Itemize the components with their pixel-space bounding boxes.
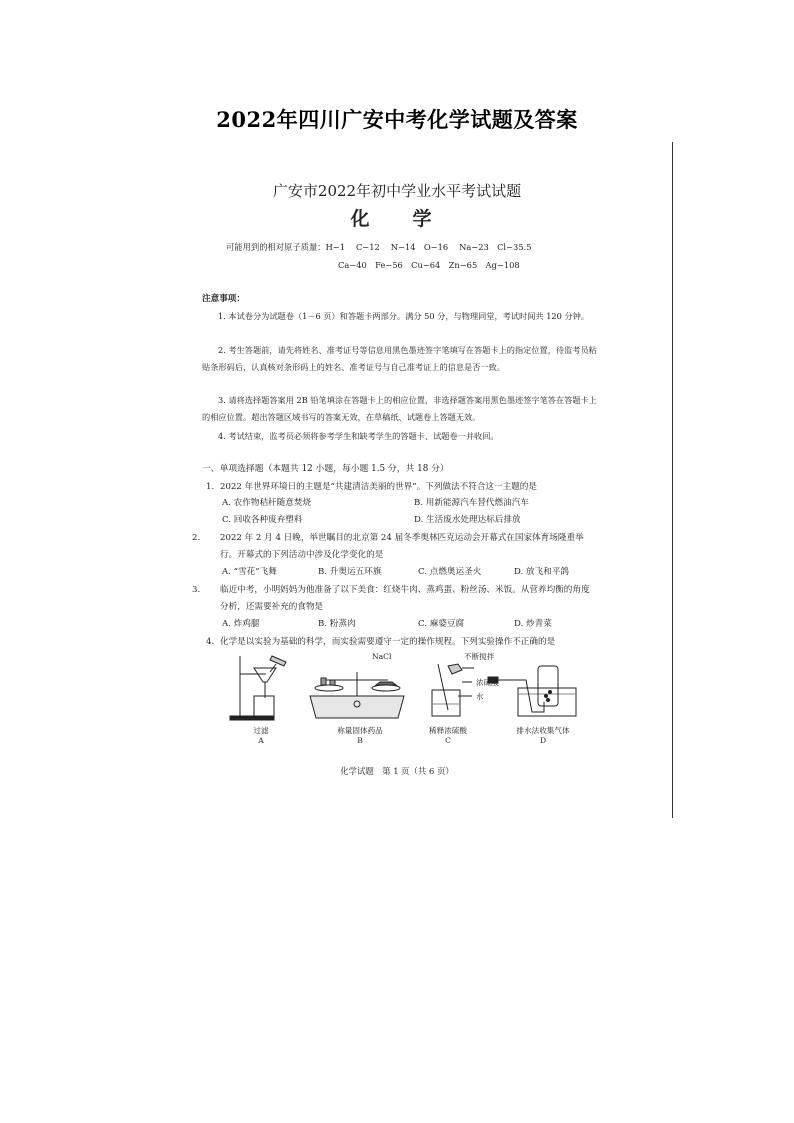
caption-letter: B bbox=[357, 736, 363, 745]
notice-item: 2. 考生答题前，请先将姓名、准考证号等信息用黑色墨迹签字笔填写在答题卡上的指定位置，待监考员粘贴条形码后，认真核对条形码上的姓名、准考证号与自己准考证上的信息是否一致。 bbox=[202, 345, 597, 372]
dilution-apparatus bbox=[432, 664, 474, 716]
exam-title: 广安市2022年初中学业水平考试试题 bbox=[272, 182, 522, 200]
stir-label: 不断搅拌 bbox=[464, 652, 495, 661]
section-heading: 一、单项选择题（本题共 12 小题，每小题 1.5 分，共 18 分） bbox=[202, 464, 449, 474]
question-stem: 2022 年 2 月 4 日晚，举世瞩目的北京第 24 届冬季奥林匹克运动会开幕式在国家体育场隆重举行。开幕式的下列活动中涉及化学变化的是 bbox=[220, 533, 584, 560]
figure-c-caption bbox=[418, 726, 478, 746]
atomic-mass-line-2: Ca−40 Fe−56 Cu−64 Zn−65 Ag−108 bbox=[338, 260, 520, 270]
question-4 bbox=[206, 634, 596, 651]
caption-text: 过滤 bbox=[253, 726, 269, 735]
option-b: B. 升奥运五环旗 bbox=[318, 567, 382, 577]
question-stem: 化学是以实验为基础的科学，而实验需要遵守一定的操作规程。下列实验操作不正确的是 bbox=[220, 637, 556, 647]
option-c: C. 点燃奥运圣火 bbox=[418, 567, 482, 577]
option-d: D. 炒青菜 bbox=[514, 619, 552, 629]
caption-letter: D bbox=[539, 736, 547, 745]
option-a: A. 炸鸡腿 bbox=[222, 619, 260, 629]
question-1 bbox=[206, 479, 596, 496]
option-d: D. 生活废水处理达标后排放 bbox=[414, 515, 521, 525]
figure-b-caption bbox=[320, 726, 400, 746]
option-c: C. 回收各种废弃塑料 bbox=[222, 515, 303, 525]
scanned-exam-page bbox=[192, 176, 598, 786]
option-a: A. “雪花”飞舞 bbox=[222, 567, 277, 577]
option-d: D. 放飞和平鸽 bbox=[514, 567, 570, 577]
balance-apparatus bbox=[310, 672, 404, 718]
document-title: 2022年四川广安中考化学试题及答案 bbox=[216, 107, 578, 132]
figure-a-caption bbox=[236, 726, 286, 746]
caption-letter: A bbox=[258, 736, 264, 745]
option-b: B. 粉蒸肉 bbox=[318, 619, 356, 629]
acid-label: 浓硫酸 bbox=[476, 678, 499, 687]
water-label: 水 bbox=[476, 692, 484, 701]
page-footer: 化学试题 第 1 页（共 6 页） bbox=[340, 766, 454, 776]
notice-heading: 注意事项： bbox=[202, 294, 245, 304]
experiment-drawings bbox=[226, 652, 586, 724]
option-a: A. 农作物秸秆随意焚烧 bbox=[222, 498, 312, 508]
notice-item: 3. 请将选择题答案用 2B 铅笔填涂在答题卡上的相应位置，非选择题答案用黑色墨迹签字笔答在答题卡上的相应位置。超出答题区域书写的答案无效，在草稿纸、试题卷上答题无效。 bbox=[202, 395, 597, 422]
question-stem: 2022 年世界环境日的主题是“共建清洁美丽的世界”。下列做法不符合这一主题的是 bbox=[220, 482, 537, 492]
notice-item: 4. 考试结束，监考员必须将参考学生和缺考学生的答题卡、试题卷一并收回。 bbox=[218, 431, 499, 441]
figure-d-caption bbox=[506, 726, 580, 746]
option-b: B. 用新能源汽车替代燃油汽车 bbox=[414, 498, 529, 508]
scan-edge-line bbox=[672, 142, 673, 818]
question-number: 2. bbox=[192, 533, 201, 543]
experiment-figures bbox=[226, 652, 586, 748]
subject-title: 化 学 bbox=[350, 208, 444, 230]
notice-item: 1. 本试卷分为试题卷（1－6 页）和答题卡两部分。满分 50 分，与物理同堂，考试时间共 120 分钟。 bbox=[218, 311, 590, 321]
caption-letter: C bbox=[445, 736, 451, 745]
question-number: 3. bbox=[192, 585, 201, 595]
atomic-mass-line-1: 可能用到的相对原子质量：H−1 C−12 N−14 O−16 Na−23 Cl−35.5 bbox=[226, 242, 532, 252]
caption-text: 稀释浓硫酸 bbox=[429, 726, 467, 735]
question-3 bbox=[192, 582, 596, 615]
filtration-apparatus bbox=[230, 656, 286, 720]
question-number: 4. bbox=[206, 637, 215, 647]
option-c: C. 麻婆豆腐 bbox=[418, 619, 465, 629]
caption-text: 称量固体药品 bbox=[337, 726, 383, 735]
nacl-label: NaCl bbox=[372, 652, 392, 661]
question-2 bbox=[192, 530, 596, 563]
caption-text: 排水法收集气体 bbox=[516, 726, 570, 735]
gas-collection-apparatus bbox=[488, 666, 576, 716]
question-stem: 临近中考，小明妈妈为他准备了以下美食：红烧牛肉、蒸鸡蛋、粉丝汤、米饭。从营养均衡的角度分析，还需要补充的食物是 bbox=[220, 585, 590, 612]
question-number: 1. bbox=[206, 482, 215, 492]
